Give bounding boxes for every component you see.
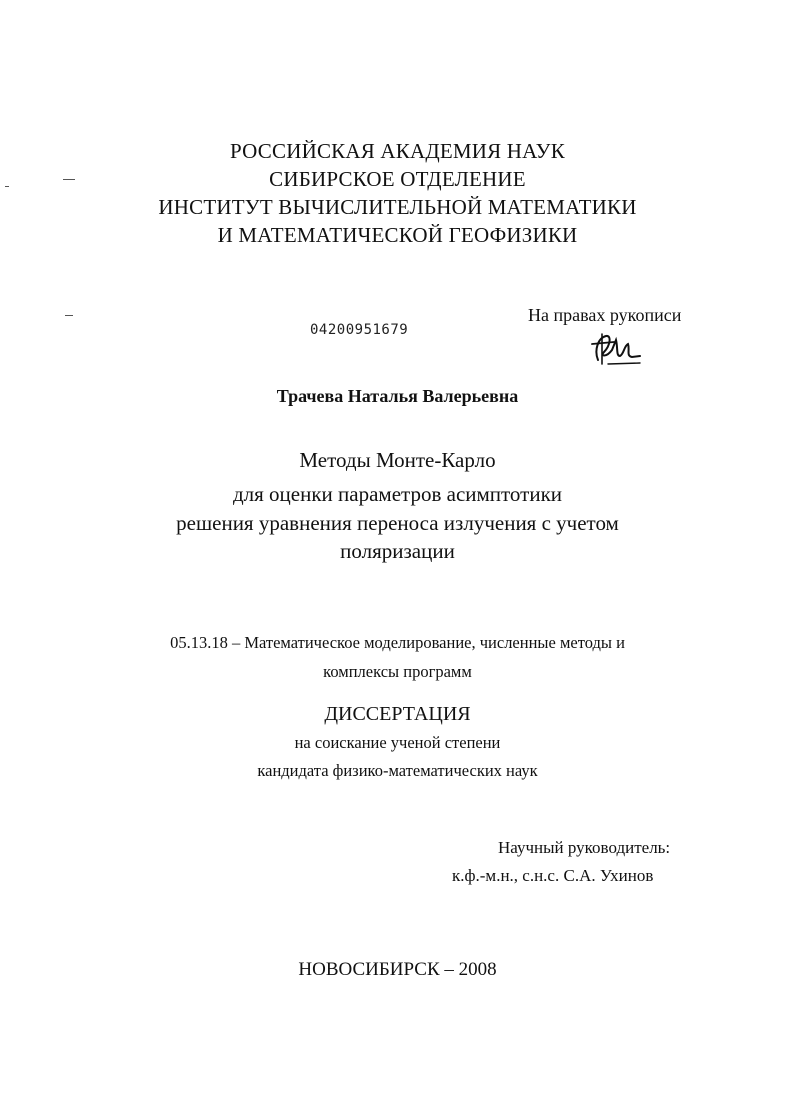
- institution-line-3: ИНСТИТУТ ВЫЧИСЛИТЕЛЬНОЙ МАТЕМАТИКИ: [158, 195, 637, 219]
- author-name: Трачева Наталья Валерьевна: [276, 386, 519, 406]
- specialty-line-2: комплексы программ: [323, 662, 472, 681]
- institution-line-4: И МАТЕМАТИЧЕСКОЙ ГЕОФИЗИКИ: [217, 223, 578, 247]
- signature-image: [588, 330, 642, 368]
- title-line-4: поляризации: [340, 539, 455, 563]
- scan-speck: [65, 315, 73, 316]
- catalog-number: 04200951679: [310, 322, 409, 338]
- city-year: НОВОСИБИРСК – 2008: [298, 959, 497, 980]
- institution-line-1: РОССИЙСКАЯ АКАДЕМИЯ НАУК: [230, 139, 565, 163]
- specialty-line-1: 05.13.18 – Математическое моделирование, численные методы и: [170, 633, 625, 652]
- title-line-2: для оценки параметров асимптотики: [232, 482, 563, 506]
- dissertation-heading: ДИССЕРТАЦИЯ: [324, 703, 471, 725]
- institution-line-2: СИБИРСКОЕ ОТДЕЛЕНИЕ: [269, 167, 526, 191]
- supervisor-label: Научный руководитель:: [498, 838, 671, 857]
- supervisor-name: к.ф.-м.н., с.н.с. С.А. Ухинов: [452, 866, 654, 885]
- dissertation-line-2: кандидата физико-математических наук: [257, 761, 538, 780]
- title-line-3: решения уравнения переноса излучения с учетом: [176, 511, 619, 535]
- manuscript-note: На правах рукописи: [528, 305, 682, 325]
- title-line-1: Методы Монте-Карло: [299, 448, 496, 472]
- dissertation-line-1: на соискание ученой степени: [294, 733, 501, 752]
